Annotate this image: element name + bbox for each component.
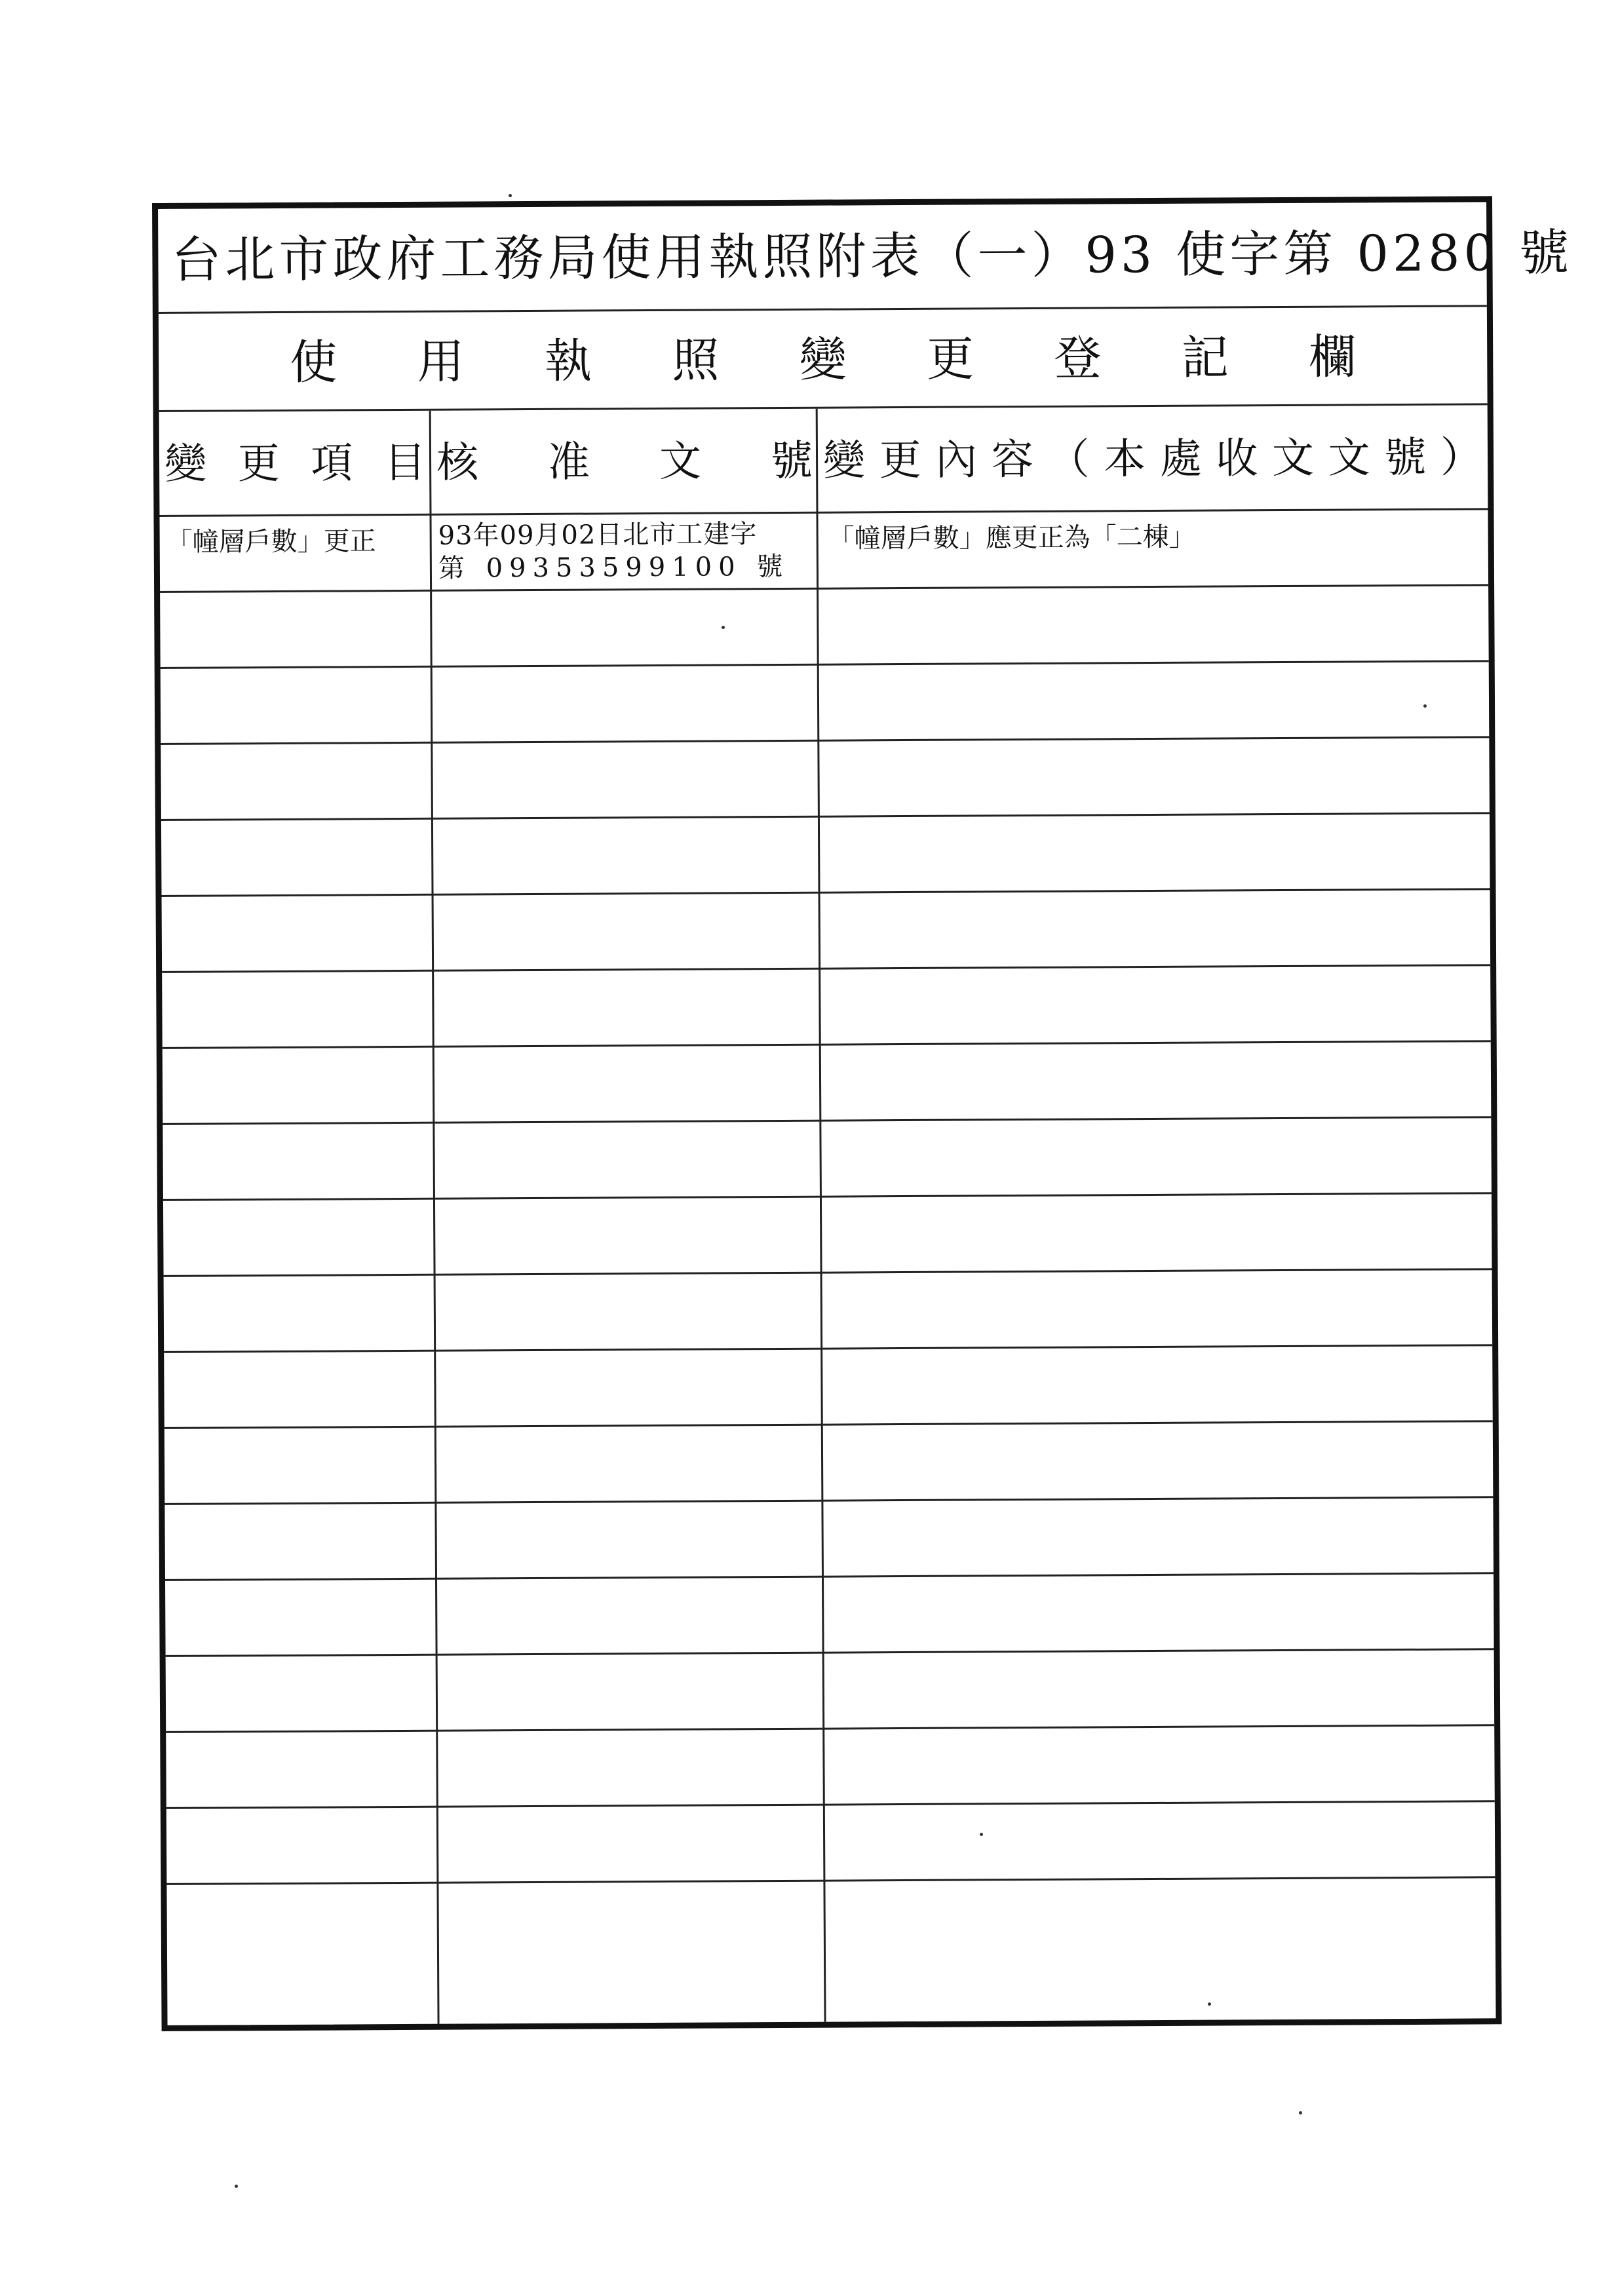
- header-char: 變: [164, 440, 207, 489]
- header-char: （: [1047, 435, 1090, 484]
- heading-char: 記: [1181, 330, 1229, 385]
- table-row: [162, 966, 1491, 1049]
- scan-speck: [235, 2185, 238, 2188]
- subtitle-row: [159, 307, 1488, 412]
- heading-char: 執: [544, 333, 592, 389]
- header-char: 核: [436, 438, 479, 488]
- header-approval-doc-no: [431, 409, 819, 514]
- scan-speck: [1208, 2002, 1211, 2006]
- header-char: 收: [1216, 434, 1258, 484]
- scan-speck: [722, 626, 725, 629]
- table-row: [166, 1802, 1495, 1885]
- table-row: [161, 738, 1490, 821]
- change-content-cell: 「幢層戶數」應更正為「二棟」: [828, 522, 1195, 554]
- header-char: 文: [1271, 434, 1315, 484]
- table-row: [163, 1194, 1492, 1277]
- table-row: [162, 890, 1491, 973]
- column-header-row: [159, 405, 1488, 517]
- header-char: 文: [659, 437, 702, 486]
- header-char: 內: [935, 436, 978, 485]
- table-row: [166, 1650, 1495, 1733]
- header-change-content: [818, 405, 1488, 511]
- table-row: [166, 1726, 1495, 1809]
- section-heading: [290, 324, 1357, 395]
- header-char: 准: [547, 438, 590, 487]
- table-row: [160, 586, 1489, 669]
- heading-char: 使: [290, 334, 338, 390]
- table-row: [161, 662, 1490, 745]
- header-char: 號: [770, 436, 813, 486]
- change-item-cell: 「幢層戶數」更正: [166, 526, 376, 558]
- heading-char: 欄: [1308, 329, 1357, 385]
- table-row: [161, 814, 1490, 897]
- table-row: [164, 1498, 1494, 1581]
- header-char: 更: [879, 436, 921, 486]
- header-char: 項: [311, 439, 353, 488]
- table-row: [164, 1270, 1493, 1353]
- heading-char: 更: [926, 331, 974, 387]
- table-row: [164, 1346, 1493, 1429]
- header-char: 號: [1384, 433, 1427, 483]
- heading-char: 用: [417, 334, 465, 389]
- header-char: 本: [1104, 435, 1146, 484]
- heading-char: 變: [799, 332, 847, 387]
- scan-speck: [1423, 704, 1427, 708]
- approval-doc-line1: 93年09月02日北市工建字: [438, 519, 758, 551]
- title-row: [158, 202, 1573, 314]
- header-char: 變: [822, 436, 866, 486]
- header-char: 容: [991, 435, 1034, 485]
- table-row: [164, 1422, 1494, 1505]
- usage-permit-attachment-form: [152, 196, 1573, 2031]
- form-title: 台北市政府工務局使用執照附表（一）93 使字第 0280 號: [171, 223, 1573, 289]
- scan-speck: [1299, 2111, 1302, 2114]
- approval-doc-line2: 第 09353599100 號: [438, 551, 790, 584]
- heading-char: 照: [672, 332, 720, 388]
- table-row: [163, 1118, 1492, 1201]
- table-row: [160, 510, 1489, 593]
- header-change-item: [159, 411, 432, 515]
- heading-char: 登: [1054, 330, 1102, 386]
- table-row: [166, 1878, 1495, 2026]
- table-row: [165, 1574, 1494, 1657]
- scan-speck: [509, 194, 512, 197]
- scan-speck: [980, 1833, 983, 1836]
- header-char: 目: [383, 438, 427, 488]
- header-char: 文: [1328, 434, 1370, 483]
- header-char: ）: [1440, 433, 1483, 482]
- table-row: [163, 1042, 1492, 1125]
- header-char: 處: [1159, 434, 1203, 484]
- header-char: 更: [237, 439, 280, 489]
